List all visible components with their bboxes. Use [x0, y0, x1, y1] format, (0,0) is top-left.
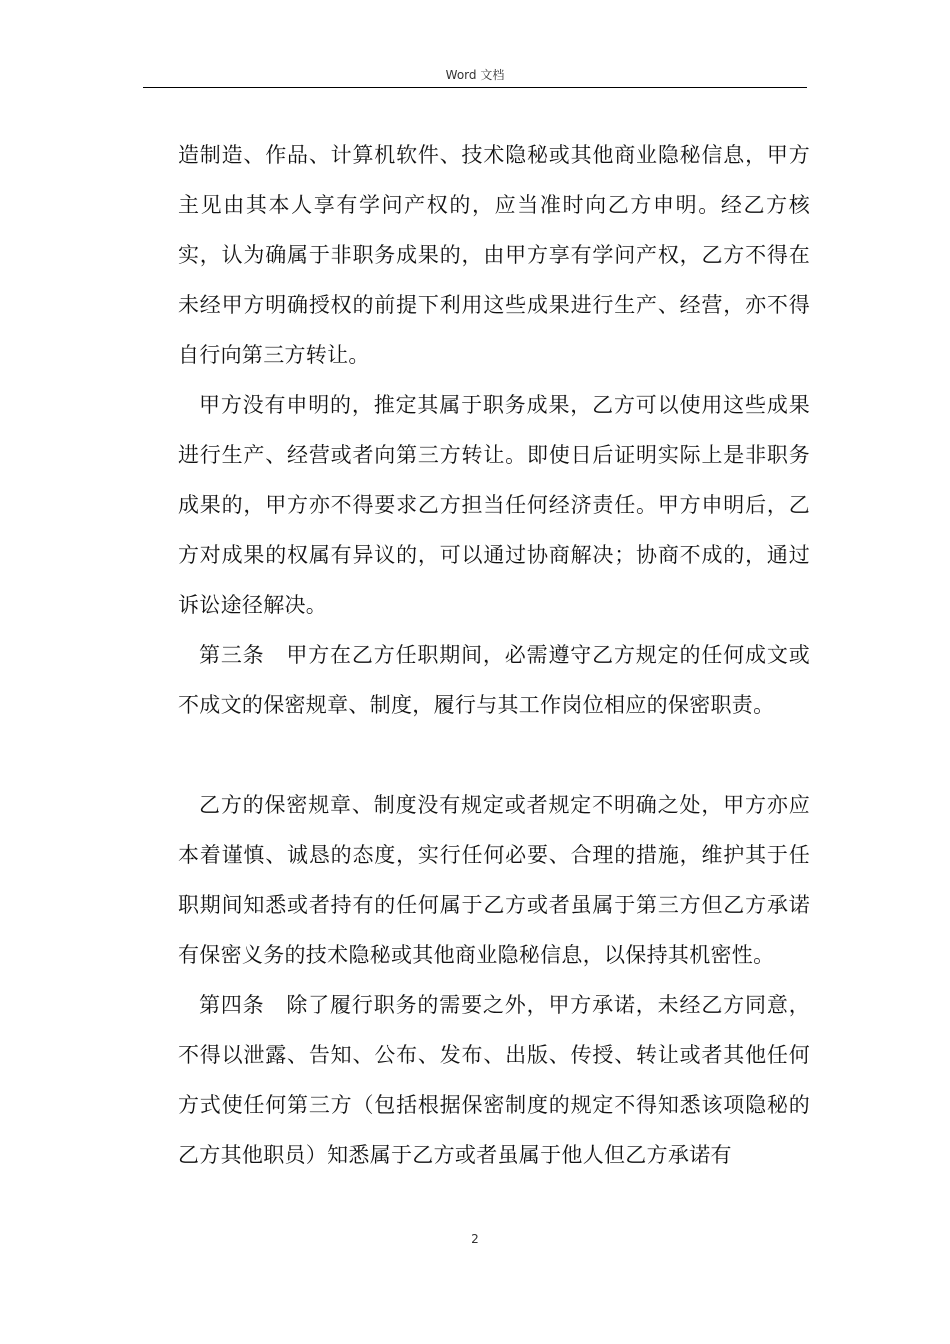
document-body: [178, 130, 810, 1180]
paragraph-article-four: 第四条 除了履行职务的需要之外，甲方承诺，未经乙方同意，不得以泄露、告知、公布、发布、出版、传授、转让或者其他任何方式使任何第三方（包括根据保密制度的规定不得知悉该项隐秘的乙方其他职员）知悉属于乙方或者虽属于他人但乙方承诺有: [178, 993, 810, 1167]
paragraph-continuation: 造制造、作品、计算机软件、技术隐秘或其他商业隐秘信息，甲方主见由其本人享有学问产权的，应当准时向乙方申明。经乙方核实，认为确属于非职务成果的，由甲方享有学问产权，乙方不得在未经甲方明确授权的前提下利用这些成果进行生产、经营，亦不得自行向第三方转让。: [178, 143, 810, 367]
paragraph-confidentiality-duty: 乙方的保密规章、制度没有规定或者规定不明确之处，甲方亦应本着谨慎、诚恳的态度，实行任何必要、合理的措施，维护其于任职期间知悉或者持有的任何属于乙方或者虽属于第三方但乙方承诺有保密义务的技术隐秘或其他商业隐秘信息，以保持其机密性。: [178, 793, 810, 967]
header-divider: [143, 87, 807, 88]
page-number: 2: [471, 1232, 479, 1246]
paragraph-article-three: 第三条 甲方在乙方任职期间，必需遵守乙方规定的任何成文或不成文的保密规章、制度，履行与其工作岗位相应的保密职责。: [178, 643, 810, 717]
page-header: Word 文档: [445, 68, 505, 82]
paragraph-spacer: [178, 730, 810, 780]
paragraph-undeclared-results: 甲方没有申明的，推定其属于职务成果，乙方可以使用这些成果进行生产、经营或者向第三方转让。即使日后证明实际上是非职务成果的，甲方亦不得要求乙方担当任何经济责任。甲方申明后，乙方对成果的权属有异议的，可以通过协商解决；协商不成的，通过诉讼途径解决。: [178, 393, 810, 617]
